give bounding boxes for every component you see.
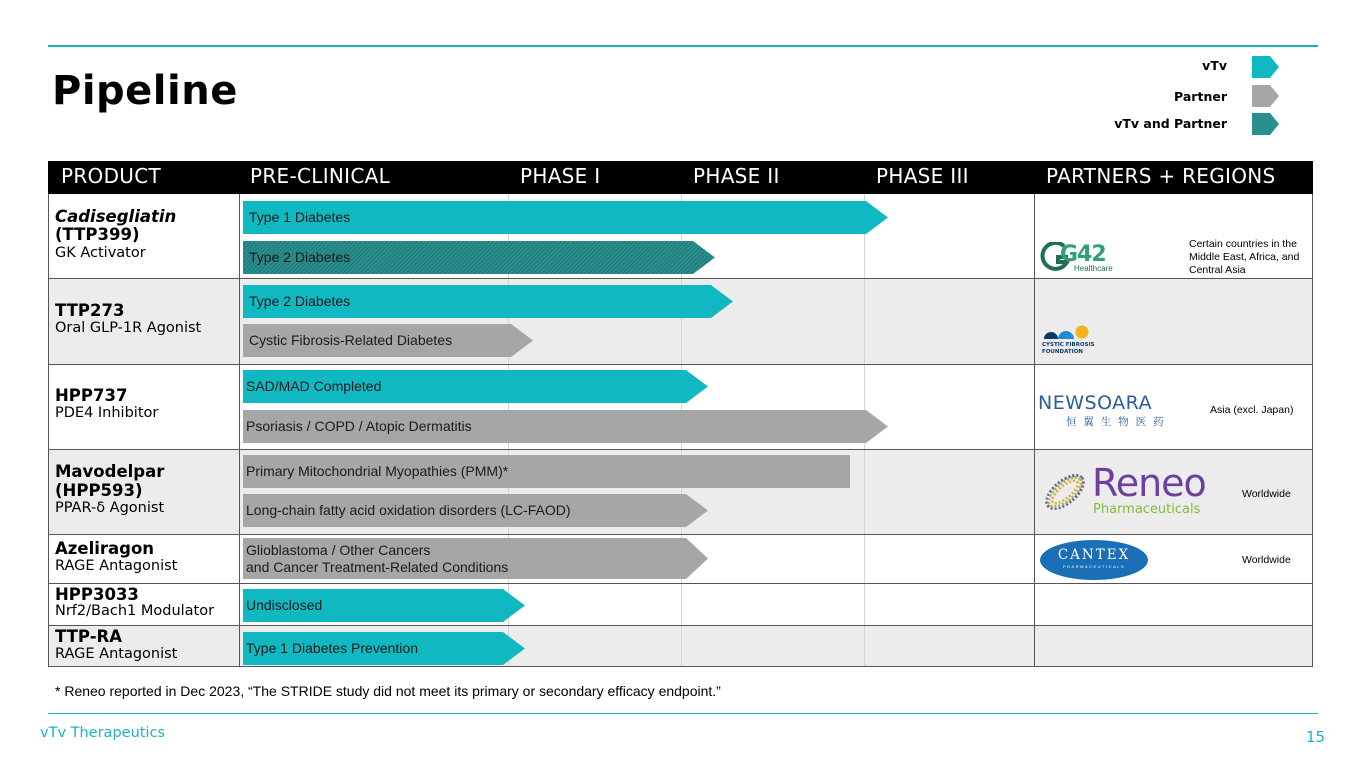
column-divider: [1034, 194, 1035, 666]
row-divider: [49, 534, 1312, 535]
program-label: Type 2 Diabetes: [249, 249, 351, 265]
program-label: Type 1 Diabetes Prevention: [246, 640, 418, 656]
product-name-cadisegliatin: Cadisegliatin: [55, 207, 177, 226]
product-name-ttp-ra: TTP-RA: [55, 627, 123, 646]
program-bar-pmm: [243, 455, 850, 488]
program-label: Long-chain fatty acid oxidation disorders (LC-FAOD): [246, 502, 571, 518]
product-subtitle: Oral GLP-1R Agonist: [55, 320, 202, 336]
newsoara-logo-text: NEWSOARA: [1038, 392, 1153, 414]
newsoara-logo-subtext: 恒 翼 生 物 医 药: [1066, 416, 1166, 428]
program-label: Psoriasis / COPD / Atopic Dermatitis: [246, 418, 472, 434]
cantex-logo-text: CANTEX: [1057, 547, 1131, 563]
legend-swatch-vtv: [1252, 56, 1279, 78]
partner-region: Certain countries in the Middle East, Africa, and Central Asia: [1189, 238, 1300, 276]
product-name-azeliragon: Azeliragon: [55, 539, 155, 558]
g42-healthcare-logo: [1040, 242, 1130, 274]
cff-logo-line1: CYSTIC FIBROSIS: [1042, 342, 1095, 348]
row-divider: [49, 449, 1312, 450]
column-header-partners: PARTNERS + REGIONS: [1046, 164, 1276, 188]
product-subtitle: PPAR-δ Agonist: [55, 500, 165, 516]
partner-region: Asia (excl. Japan): [1210, 404, 1294, 416]
footer-company: vTv Therapeutics: [40, 725, 165, 741]
column-divider: [239, 194, 240, 666]
product-name-hpp737: HPP737: [55, 386, 128, 405]
product-subtitle: GK Activator: [55, 245, 146, 261]
reneo-pharmaceuticals-logo: [1040, 461, 1208, 517]
program-label: Cystic Fibrosis-Related Diabetes: [249, 332, 453, 348]
row-divider: [49, 364, 1312, 365]
program-label: Type 2 Diabetes: [249, 293, 351, 309]
legend-swatch-partner: [1252, 85, 1279, 107]
legend-label-vtv: vTv: [1202, 58, 1227, 73]
partner-region: Worldwide: [1242, 554, 1291, 566]
program-label: Type 1 Diabetes: [249, 209, 351, 225]
program-bar-type1-prevention: [243, 632, 525, 665]
program-label: Undisclosed: [246, 597, 323, 613]
program-bar-psoriasis: [243, 410, 888, 443]
reneo-mark-icon: [1040, 467, 1090, 517]
bottom-rule: [48, 713, 1318, 714]
page-number: 15: [1306, 728, 1326, 746]
program-label: Primary Mitochondrial Myopathies (PMM)*: [246, 463, 509, 479]
program-bar-type2-diabetes-cadisegliatin: [243, 241, 715, 274]
product-name-mavodelpar: Mavodelpar: [55, 462, 165, 481]
legend-label-vtv-and-partner: vTv and Partner: [1114, 116, 1227, 131]
row-divider: [49, 278, 1312, 279]
cff-logo-text: [1042, 342, 1095, 355]
g42-logo-subtext: Healthcare: [1074, 264, 1113, 273]
page-title: Pipeline: [52, 68, 238, 114]
row-divider: [49, 583, 1312, 584]
column-header-preclinical: PRE-CLINICAL: [250, 164, 391, 188]
top-rule: [48, 45, 1318, 47]
cystic-fibrosis-foundation-logo: [1040, 325, 1120, 359]
partner-region: Worldwide: [1242, 488, 1291, 500]
product-subtitle: Nrf2/Bach1 Modulator: [55, 603, 215, 619]
program-label: SAD/MAD Completed: [246, 378, 382, 394]
program-bar-undisclosed: [243, 589, 525, 622]
program-bar-type2-diabetes-ttp273: [243, 285, 733, 318]
program-bar-cystic-fibrosis: [243, 324, 533, 357]
column-header-phase1: PHASE I: [520, 164, 601, 188]
legend-label-partner: Partner: [1174, 89, 1227, 104]
reneo-logo-subtext: Pharmaceuticals: [1093, 502, 1201, 517]
product-subtitle: PDE4 Inhibitor: [55, 405, 159, 421]
product-subtitle: RAGE Antagonist: [55, 558, 178, 574]
row-divider: [49, 625, 1312, 626]
product-name-ttp273: TTP273: [55, 301, 125, 320]
cantex-pharmaceuticals-logo: [1040, 540, 1148, 580]
newsoara-logo: [1038, 392, 1188, 428]
program-bar-sad-mad: [243, 370, 708, 403]
cff-mark-icon: [1042, 325, 1102, 341]
product-code-ttp399: (TTP399): [55, 225, 140, 244]
column-header-phase2: PHASE II: [693, 164, 780, 188]
footnote: * Reneo reported in Dec 2023, “The STRIDE study did not meet its primary or secondary efficacy endpoint.”: [55, 683, 721, 699]
program-bar-glioblastoma: [243, 538, 708, 579]
reneo-logo-text: Reneo: [1092, 461, 1206, 505]
product-subtitle: RAGE Antagonist: [55, 646, 178, 662]
program-bar-type1-diabetes: [243, 201, 888, 234]
column-header-product: PRODUCT: [61, 164, 162, 188]
cantex-logo-subtext: PHARMACEUTICALS: [1062, 564, 1126, 569]
column-header-phase3: PHASE III: [876, 164, 969, 188]
cff-logo-line2: FOUNDATION: [1042, 348, 1083, 355]
legend-swatch-vtv-and-partner: [1252, 113, 1279, 135]
program-bar-lc-faod: [243, 494, 708, 527]
program-label: Glioblastoma / Other Cancers and Cancer Treatment-Related Conditions: [246, 541, 509, 575]
product-name-hpp3033: HPP3033: [55, 585, 139, 604]
product-code-hpp593: (HPP593): [55, 481, 143, 500]
g42-logo-text: G42: [1060, 242, 1106, 267]
